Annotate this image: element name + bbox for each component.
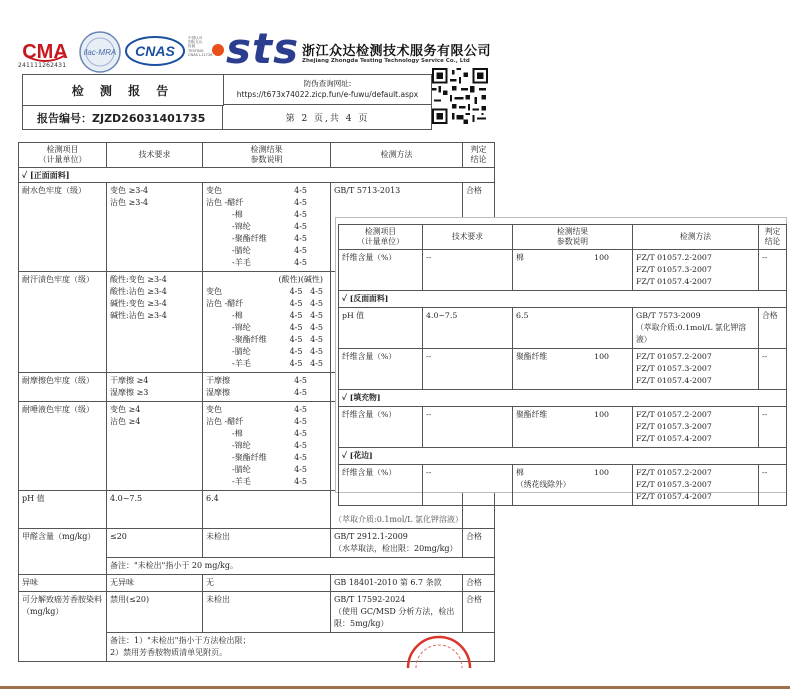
verify-block — [224, 75, 431, 105]
method-cell: FZ/T 01057.2-2007 FZ/T 01057.3-2007 FZ/T 01057.4-2007 — [633, 465, 759, 506]
method-cell: GB/T 17592-2024 （使用 GC/MSD 分析方法，检出限：5mg/kg） — [331, 592, 463, 633]
company-name-cn: 浙江众达检测技术服务有限公司 — [302, 44, 492, 59]
result-cell: 无 — [203, 575, 331, 592]
svg-text:CMA: CMA — [22, 41, 68, 63]
table-header-row — [339, 225, 787, 250]
method-cell: FZ/T 01057.2-2007 FZ/T 01057.3-2007 FZ/T 01057.4-2007 — [633, 407, 759, 448]
result-cell: 未检出 — [203, 592, 331, 633]
requirement-cell: 变色 ≥4 沾色 ≥4 — [107, 402, 203, 491]
section-row — [339, 291, 787, 308]
verify-label: 防伪查询网址: — [303, 79, 352, 88]
requirement-cell: -- — [423, 465, 513, 506]
method-cell: FZ/T 01057.2-2007 FZ/T 01057.3-2007 FZ/T 01057.4-2007 — [633, 349, 759, 390]
judgement-cell: -- — [759, 349, 787, 390]
table-row — [339, 308, 787, 349]
requirement-cell: 无异味 — [107, 575, 203, 592]
formaldehyde-note: 备注："未检出"指小于 20 mg/kg。 — [107, 558, 495, 575]
cnas-accreditation-text: 中国认可 国际互认 检测 TESTING CNAS L11726 — [188, 36, 213, 57]
table-row — [19, 575, 495, 592]
sts-logo: sts — [226, 24, 300, 73]
table-row — [19, 592, 495, 633]
result-cell: 6.5 — [513, 308, 633, 349]
table-row — [339, 407, 787, 448]
svg-text:ilac-MRA: ilac-MRA — [83, 48, 117, 57]
table-row — [339, 465, 787, 506]
item-cell: 耐唾液色牢度（级） — [19, 402, 107, 491]
result-cell: 变色 4-5 沾色 -醋纤 4-5 -棉 4-5 -锦纶 4-5 -聚酯纤维 4-5 -腈纶 4-5 -羊毛 4-5 — [203, 183, 331, 272]
judgement-cell: 合格 — [463, 592, 495, 633]
table-row — [19, 529, 495, 558]
item-cell: 甲醛含量（mg/kg） — [19, 529, 107, 575]
requirement-cell: 酸性:变色 ≥3-4 酸性:沾色 ≥3-4 碱性:变色 ≥3-4 碱性:沾色 ≥3-4 — [107, 272, 203, 373]
company-seal-stamp — [404, 628, 474, 668]
result-cell: 聚酯纤维 100 — [513, 407, 633, 448]
judgement-cell: 合格 — [463, 575, 495, 592]
judgement-cell: -- — [759, 407, 787, 448]
page-info: 第 2 页,共 4 页 — [285, 114, 370, 124]
company-name-en: Zhejiang Zhongda Testing Technology Service Co., Ltd — [302, 58, 470, 64]
col-header-item: 检测项目 （计量单位） — [19, 143, 107, 168]
verify-url[interactable]: https://t673x74022.zicp.fun/e-fuwu/default.aspx — [236, 90, 419, 99]
item-cell: 异味 — [19, 575, 107, 592]
section-label: ✓ [花边] — [339, 448, 787, 465]
item-cell: 耐汗渍色牢度（级） — [19, 272, 107, 373]
col-header-item: 检测项目 （计量单位） — [339, 225, 423, 250]
method-cell: （萃取介质:0.1mol/L 氯化钾溶液） — [331, 491, 463, 529]
col-header-result: 检测结果 参数说明 — [513, 225, 633, 250]
requirement-cell: ≤20 — [107, 529, 203, 558]
col-header-result: 检测结果 参数说明 — [203, 143, 331, 168]
judgement-cell: 合格 — [759, 308, 787, 349]
result-cell: 棉 100 （绣花线除外） — [513, 465, 633, 506]
report-number: 报告编号：ZJZD26031401735 — [23, 106, 223, 129]
item-cell: 纤维含量（%） — [339, 349, 423, 390]
section-label: ✓ [填充物] — [339, 390, 787, 407]
item-cell: 耐摩擦色牢度（级） — [19, 373, 107, 402]
method-cell: GB/T 7573-2009 （萃取介质:0.1mol/L 氯化钾溶液） — [633, 308, 759, 349]
result-cell: 棉 100 — [513, 250, 633, 291]
svg-text:CNAS: CNAS — [135, 43, 175, 59]
col-header-requirement: 技术要求 — [423, 225, 513, 250]
requirement-cell: 禁用(≤20) — [107, 592, 203, 633]
method-cell: GB 18401-2010 第 6.7 条款 — [331, 575, 463, 592]
section-label: ✓ [反面面料] — [339, 291, 787, 308]
section-row — [19, 168, 495, 183]
requirement-cell: -- — [423, 250, 513, 291]
result-cell: 聚酯纤维 100 — [513, 349, 633, 390]
result-cell: (酸性)(碱性) 变色 4-5 4-5 沾色 -醋纤 4-5 4-5 -棉 4-5 4-5 -锦纶 4-5 4-5 -聚酯纤维 4-5 4-5 -腈纶 4-5 4-5 -羊毛 4-5 4-5 — [203, 272, 331, 373]
col-header-judgement: 判定 结论 — [463, 143, 495, 168]
result-cell: 未检出 — [203, 529, 331, 558]
section-label: ✓ [正面面料] — [19, 168, 495, 183]
method-cell: GB/T 5713-2013 — [331, 183, 463, 272]
item-cell: 纤维含量（%） — [339, 407, 423, 448]
item-cell: pH 值 — [339, 308, 423, 349]
item-cell: 纤维含量（%） — [339, 250, 423, 291]
item-cell: 可分解致癌芳香胺染料（mg/kg） — [19, 592, 107, 662]
result-cell: 变色 4-5 沾色 -醋纤 4-5 -棉 4-5 -锦纶 4-5 -聚酯纤维 4-5 -腈纶 4-5 -羊毛 4-5 — [203, 402, 331, 491]
requirement-cell: 4.0~7.5 — [423, 308, 513, 349]
judgement-cell: 合格 — [463, 183, 495, 272]
overlay-table-panel — [336, 218, 786, 501]
col-header-method: 检测方法 — [633, 225, 759, 250]
cma-number: 241111262431 — [18, 62, 67, 69]
qr-code-icon[interactable] — [432, 68, 488, 124]
report-title: 检 测 报 告 — [23, 75, 224, 106]
requirement-cell: -- — [423, 349, 513, 390]
item-cell: pH 值 — [19, 491, 107, 529]
sts-logo-dot — [212, 44, 224, 56]
ilac-mra-logo — [78, 30, 122, 74]
judgement-cell: 合格 — [463, 529, 495, 558]
report-header-box — [22, 74, 432, 130]
method-cell: GB/T 2912.1-2009 （水萃取法，检出限：20mg/kg） — [331, 529, 463, 558]
table-header-row — [19, 143, 495, 168]
cnas-logo — [124, 34, 186, 68]
method-cell: FZ/T 01057.2-2007 FZ/T 01057.3-2007 FZ/T 01057.4-2007 — [633, 250, 759, 291]
requirement-cell: 干摩擦 ≥4 湿摩擦 ≥3 — [107, 373, 203, 402]
judgement-cell: -- — [759, 465, 787, 506]
requirement-cell: 变色 ≥3-4 沾色 ≥3-4 — [107, 183, 203, 272]
col-header-method: 检测方法 — [331, 143, 463, 168]
judgement-cell: -- — [759, 250, 787, 291]
section-row — [339, 390, 787, 407]
requirement-cell: 4.0~7.5 — [107, 491, 203, 529]
col-header-judgement: 判定 结论 — [759, 225, 787, 250]
result-cell: 干摩擦 4-5 湿摩擦 4-5 — [203, 373, 331, 402]
item-cell: 耐水色牢度（级） — [19, 183, 107, 272]
section-row — [339, 448, 787, 465]
overlay-results-table — [338, 224, 787, 506]
table-row — [339, 250, 787, 291]
result-cell: 6.4 — [203, 491, 331, 529]
requirement-cell: -- — [423, 407, 513, 448]
col-header-requirement: 技术要求 — [107, 143, 203, 168]
item-cell: 纤维含量（%） — [339, 465, 423, 506]
amine-note: 备注：1）"未检出"指小于方法检出限； 2）禁用芳香胺物质清单见附页。 — [107, 633, 495, 662]
table-row — [339, 349, 787, 390]
